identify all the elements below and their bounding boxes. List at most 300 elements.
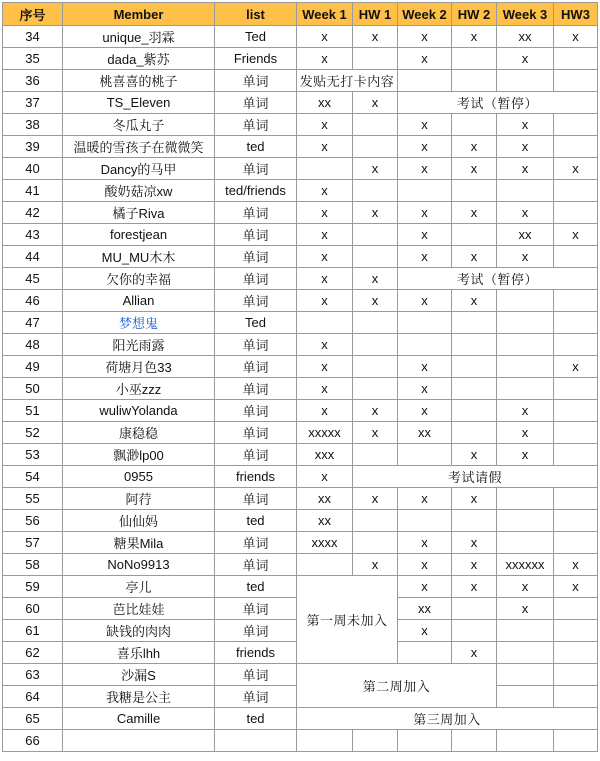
row-id: 41 — [3, 180, 63, 202]
checkin-cell: xx — [297, 510, 353, 532]
list-type: Ted — [215, 312, 297, 334]
checkin-cell — [452, 180, 497, 202]
list-type: 单词 — [215, 334, 297, 356]
member-name: MU_MU木木 — [63, 246, 215, 268]
checkin-cell — [452, 598, 497, 620]
merged-note-cell: 第二周加入 — [297, 664, 497, 708]
row-id: 45 — [3, 268, 63, 290]
table-row — [3, 664, 598, 686]
row-id: 35 — [3, 48, 63, 70]
checkin-cell: x — [554, 356, 598, 378]
checkin-cell — [554, 312, 598, 334]
list-type: friends — [215, 466, 297, 488]
checkin-cell: x — [398, 158, 452, 180]
checkin-cell — [398, 312, 452, 334]
checkin-cell: x — [554, 224, 598, 246]
checkin-cell — [554, 620, 598, 642]
table-row — [3, 202, 598, 224]
checkin-cell — [497, 180, 554, 202]
table-body — [3, 26, 598, 752]
checkin-cell: x — [353, 268, 398, 290]
header-hw2: HW 2 — [452, 3, 497, 26]
checkin-cell: x — [353, 488, 398, 510]
checkin-cell — [452, 312, 497, 334]
list-type: 单词 — [215, 290, 297, 312]
member-name: 康稳稳 — [63, 422, 215, 444]
checkin-cell: x — [297, 48, 353, 70]
member-name: 沙漏S — [63, 664, 215, 686]
checkin-cell: x — [297, 224, 353, 246]
table-row — [3, 400, 598, 422]
checkin-cell: xx — [297, 92, 353, 114]
table-row — [3, 378, 598, 400]
checkin-cell: x — [452, 576, 497, 598]
list-type: ted — [215, 708, 297, 730]
member-name: 梦想鬼 — [63, 312, 215, 334]
table-row — [3, 312, 598, 334]
checkin-cell: x — [297, 136, 353, 158]
row-id: 44 — [3, 246, 63, 268]
checkin-cell: x — [353, 422, 398, 444]
header-list: list — [215, 3, 297, 26]
checkin-cell — [497, 334, 554, 356]
list-type: ted/friends — [215, 180, 297, 202]
checkin-cell — [398, 730, 452, 752]
list-type: ted — [215, 576, 297, 598]
row-id: 58 — [3, 554, 63, 576]
list-type: 单词 — [215, 444, 297, 466]
merged-note-cell: 发贴无打卡内容 — [297, 70, 398, 92]
checkin-cell: x — [452, 488, 497, 510]
checkin-cell — [497, 664, 554, 686]
list-type: 单词 — [215, 422, 297, 444]
checkin-cell: x — [497, 598, 554, 620]
checkin-cell — [452, 620, 497, 642]
checkin-cell: x — [297, 246, 353, 268]
table-row — [3, 268, 598, 290]
row-id: 52 — [3, 422, 63, 444]
row-id: 38 — [3, 114, 63, 136]
table-row — [3, 158, 598, 180]
list-type: 单词 — [215, 686, 297, 708]
header-hw3: HW3 — [554, 3, 598, 26]
row-id: 55 — [3, 488, 63, 510]
member-name: 芭比娃娃 — [63, 598, 215, 620]
checkin-cell: x — [297, 26, 353, 48]
header-id: 序号 — [3, 3, 63, 26]
list-type: 单词 — [215, 620, 297, 642]
row-id: 50 — [3, 378, 63, 400]
list-type: 单词 — [215, 554, 297, 576]
checkin-cell: x — [398, 136, 452, 158]
checkin-cell — [554, 510, 598, 532]
checkin-cell: x — [353, 554, 398, 576]
checkin-cell — [353, 114, 398, 136]
checkin-cell — [452, 114, 497, 136]
checkin-cell — [452, 356, 497, 378]
row-id: 60 — [3, 598, 63, 620]
table-row — [3, 246, 598, 268]
checkin-cell — [353, 246, 398, 268]
member-name: 缺钱的肉肉 — [63, 620, 215, 642]
merged-note-cell: 考试（暂停） — [398, 268, 598, 290]
checkin-cell: x — [398, 290, 452, 312]
member-name: Camille — [63, 708, 215, 730]
member-name: 欠你的幸福 — [63, 268, 215, 290]
checkin-cell: x — [497, 444, 554, 466]
member-name: 喜乐lhh — [63, 642, 215, 664]
header-week1: Week 1 — [297, 3, 353, 26]
checkin-cell: xxxxxx — [497, 554, 554, 576]
list-type: 单词 — [215, 224, 297, 246]
checkin-cell — [452, 510, 497, 532]
list-type: 单词 — [215, 114, 297, 136]
row-id: 48 — [3, 334, 63, 356]
merged-note-cell: 考试请假 — [353, 466, 598, 488]
checkin-cell — [398, 334, 452, 356]
table-row — [3, 444, 598, 466]
checkin-cell: x — [554, 26, 598, 48]
checkin-cell: xx — [398, 422, 452, 444]
row-id: 64 — [3, 686, 63, 708]
checkin-cell: x — [353, 290, 398, 312]
table-row — [3, 48, 598, 70]
row-id: 54 — [3, 466, 63, 488]
checkin-cell — [497, 686, 554, 708]
checkin-cell: xx — [497, 224, 554, 246]
checkin-cell — [353, 334, 398, 356]
table-row — [3, 422, 598, 444]
member-name: 飘渺lp00 — [63, 444, 215, 466]
checkin-cell: x — [398, 114, 452, 136]
table-row — [3, 136, 598, 158]
checkin-cell: x — [398, 532, 452, 554]
checkin-cell — [398, 642, 452, 664]
header-week3: Week 3 — [497, 3, 554, 26]
table-row — [3, 510, 598, 532]
checkin-cell: x — [398, 400, 452, 422]
checkin-cell: x — [554, 576, 598, 598]
checkin-cell — [554, 378, 598, 400]
checkin-cell: x — [497, 576, 554, 598]
checkin-cell: x — [297, 268, 353, 290]
table-row — [3, 114, 598, 136]
checkin-cell: x — [497, 400, 554, 422]
list-type: 单词 — [215, 268, 297, 290]
checkin-cell — [353, 510, 398, 532]
member-name: 荷塘月色33 — [63, 356, 215, 378]
checkin-cell: x — [398, 48, 452, 70]
checkin-cell — [353, 730, 398, 752]
member-name: 橘子Riva — [63, 202, 215, 224]
checkin-cell — [554, 180, 598, 202]
member-name: 阳光雨露 — [63, 334, 215, 356]
checkin-cell — [554, 664, 598, 686]
member-name: 酸奶菇凉xw — [63, 180, 215, 202]
table-row — [3, 26, 598, 48]
checkin-cell: xxx — [297, 444, 353, 466]
row-id: 36 — [3, 70, 63, 92]
checkin-cell: x — [452, 290, 497, 312]
table-row — [3, 180, 598, 202]
checkin-cell — [452, 378, 497, 400]
row-id: 43 — [3, 224, 63, 246]
row-id: 34 — [3, 26, 63, 48]
table-row — [3, 708, 598, 730]
member-name: 我糖是公主 — [63, 686, 215, 708]
checkin-cell: x — [554, 158, 598, 180]
member-name: 亭儿 — [63, 576, 215, 598]
row-id: 56 — [3, 510, 63, 532]
checkin-cell: x — [452, 136, 497, 158]
member-name: Dancy的马甲 — [63, 158, 215, 180]
row-id: 63 — [3, 664, 63, 686]
table-row — [3, 290, 598, 312]
checkin-cell — [554, 686, 598, 708]
checkin-cell — [497, 532, 554, 554]
member-name — [63, 730, 215, 752]
member-name: unique_羽霖 — [63, 26, 215, 48]
checkin-cell: x — [297, 290, 353, 312]
table-row — [3, 70, 598, 92]
checkin-cell — [554, 48, 598, 70]
checkin-cell — [353, 378, 398, 400]
checkin-cell — [497, 70, 554, 92]
member-name: Allian — [63, 290, 215, 312]
table-row — [3, 488, 598, 510]
checkin-cell: x — [452, 532, 497, 554]
checkin-cell: x — [452, 246, 497, 268]
list-type: ted — [215, 510, 297, 532]
checkin-cell: x — [398, 356, 452, 378]
checkin-cell — [497, 290, 554, 312]
checkin-cell: x — [398, 554, 452, 576]
checkin-cell: x — [497, 136, 554, 158]
checkin-cell — [452, 224, 497, 246]
row-id: 59 — [3, 576, 63, 598]
table-row — [3, 334, 598, 356]
checkin-cell — [554, 730, 598, 752]
merged-note-cell: 第一周未加入 — [297, 576, 398, 664]
member-name: NoNo9913 — [63, 554, 215, 576]
checkin-cell — [554, 136, 598, 158]
list-type: 单词 — [215, 246, 297, 268]
checkin-cell: xx — [297, 488, 353, 510]
member-name: 冬瓜丸子 — [63, 114, 215, 136]
row-id: 66 — [3, 730, 63, 752]
checkin-cell — [554, 444, 598, 466]
checkin-cell: x — [497, 422, 554, 444]
checkin-cell — [353, 356, 398, 378]
checkin-cell — [554, 202, 598, 224]
member-name: 0955 — [63, 466, 215, 488]
checkin-cell: x — [353, 202, 398, 224]
checkin-cell: xx — [398, 598, 452, 620]
checkin-cell — [353, 444, 398, 466]
checkin-cell: x — [554, 554, 598, 576]
checkin-cell — [398, 180, 452, 202]
checkin-cell: x — [297, 202, 353, 224]
member-name: 仙仙妈 — [63, 510, 215, 532]
checkin-cell — [554, 422, 598, 444]
checkin-cell — [554, 246, 598, 268]
merged-note-cell: 第三周加入 — [297, 708, 598, 730]
member-name: 阿荇 — [63, 488, 215, 510]
checkin-cell: x — [353, 92, 398, 114]
row-id: 42 — [3, 202, 63, 224]
member-name: wuliwYolanda — [63, 400, 215, 422]
checkin-cell: x — [297, 180, 353, 202]
checkin-cell — [297, 554, 353, 576]
checkin-cell: x — [398, 246, 452, 268]
checkin-cell: x — [452, 642, 497, 664]
checkin-cell — [554, 114, 598, 136]
checkin-cell: x — [452, 444, 497, 466]
checkin-cell: x — [398, 202, 452, 224]
row-id: 46 — [3, 290, 63, 312]
member-name: 温暖的雪孩子在微微笑 — [63, 136, 215, 158]
row-id: 65 — [3, 708, 63, 730]
list-type: 单词 — [215, 488, 297, 510]
checkin-cell — [398, 444, 452, 466]
row-id: 49 — [3, 356, 63, 378]
header-member: Member — [63, 3, 215, 26]
row-id: 39 — [3, 136, 63, 158]
list-type: Ted — [215, 26, 297, 48]
list-type: 单词 — [215, 400, 297, 422]
checkin-cell — [497, 488, 554, 510]
checkin-cell — [452, 70, 497, 92]
row-id: 57 — [3, 532, 63, 554]
list-type: ted — [215, 136, 297, 158]
checkin-cell — [554, 290, 598, 312]
merged-note-cell: 考试（暂停） — [398, 92, 598, 114]
checkin-cell — [353, 48, 398, 70]
checkin-cell: x — [452, 158, 497, 180]
checkin-cell — [452, 400, 497, 422]
checkin-cell: x — [398, 224, 452, 246]
checkin-cell: x — [398, 620, 452, 642]
checkin-cell: x — [452, 554, 497, 576]
checkin-cell — [452, 48, 497, 70]
checkin-cell: x — [497, 246, 554, 268]
member-name: dada_紫苏 — [63, 48, 215, 70]
checkin-cell — [497, 378, 554, 400]
table-row — [3, 532, 598, 554]
checkin-cell — [554, 334, 598, 356]
checkin-cell — [554, 70, 598, 92]
checkin-cell — [353, 224, 398, 246]
list-type — [215, 730, 297, 752]
list-type: friends — [215, 642, 297, 664]
checkin-cell: xxxxx — [297, 422, 353, 444]
list-type: 单词 — [215, 158, 297, 180]
checkin-cell — [353, 312, 398, 334]
checkin-cell: xx — [497, 26, 554, 48]
table-row — [3, 224, 598, 246]
row-id: 53 — [3, 444, 63, 466]
checkin-cell — [297, 312, 353, 334]
checkin-cell: x — [452, 202, 497, 224]
list-type: 单词 — [215, 202, 297, 224]
checkin-cell — [554, 598, 598, 620]
member-name: 桃喜喜的桃子 — [63, 70, 215, 92]
checkin-cell: x — [398, 378, 452, 400]
checkin-cell — [554, 532, 598, 554]
checkin-table — [2, 2, 598, 752]
list-type: Friends — [215, 48, 297, 70]
checkin-cell — [554, 488, 598, 510]
header-row — [3, 3, 598, 26]
checkin-cell: x — [398, 488, 452, 510]
list-type: 单词 — [215, 356, 297, 378]
checkin-cell — [497, 730, 554, 752]
checkin-cell — [353, 136, 398, 158]
checkin-cell: x — [497, 114, 554, 136]
checkin-cell — [452, 422, 497, 444]
checkin-cell: x — [353, 158, 398, 180]
checkin-cell — [497, 620, 554, 642]
row-id: 47 — [3, 312, 63, 334]
checkin-cell — [497, 510, 554, 532]
checkin-cell: x — [452, 26, 497, 48]
table-row — [3, 356, 598, 378]
checkin-cell: x — [297, 114, 353, 136]
row-id: 62 — [3, 642, 63, 664]
checkin-cell: x — [398, 26, 452, 48]
table-row — [3, 576, 598, 598]
checkin-cell — [398, 70, 452, 92]
checkin-cell: x — [353, 400, 398, 422]
checkin-cell — [497, 312, 554, 334]
checkin-cell: x — [297, 466, 353, 488]
row-id: 37 — [3, 92, 63, 114]
list-type: 单词 — [215, 598, 297, 620]
checkin-cell: x — [297, 378, 353, 400]
checkin-cell: x — [297, 334, 353, 356]
header-hw1: HW 1 — [353, 3, 398, 26]
table-row — [3, 730, 598, 752]
checkin-cell — [497, 642, 554, 664]
row-id: 61 — [3, 620, 63, 642]
checkin-cell — [452, 730, 497, 752]
member-name: 小巫zzz — [63, 378, 215, 400]
member-name: forestjean — [63, 224, 215, 246]
checkin-cell — [353, 180, 398, 202]
checkin-cell: x — [398, 576, 452, 598]
checkin-cell: x — [497, 158, 554, 180]
list-type: 单词 — [215, 70, 297, 92]
checkin-cell — [297, 158, 353, 180]
checkin-cell — [353, 532, 398, 554]
member-name: 糖果Mila — [63, 532, 215, 554]
list-type: 单词 — [215, 664, 297, 686]
row-id: 51 — [3, 400, 63, 422]
header-week2: Week 2 — [398, 3, 452, 26]
table-row — [3, 466, 598, 488]
checkin-cell: x — [497, 202, 554, 224]
list-type: 单词 — [215, 378, 297, 400]
table-row — [3, 92, 598, 114]
checkin-cell: x — [353, 26, 398, 48]
checkin-cell — [297, 730, 353, 752]
checkin-cell: x — [297, 356, 353, 378]
checkin-cell — [497, 356, 554, 378]
checkin-cell — [398, 510, 452, 532]
checkin-cell: xxxx — [297, 532, 353, 554]
checkin-cell: x — [297, 400, 353, 422]
list-type: 单词 — [215, 92, 297, 114]
